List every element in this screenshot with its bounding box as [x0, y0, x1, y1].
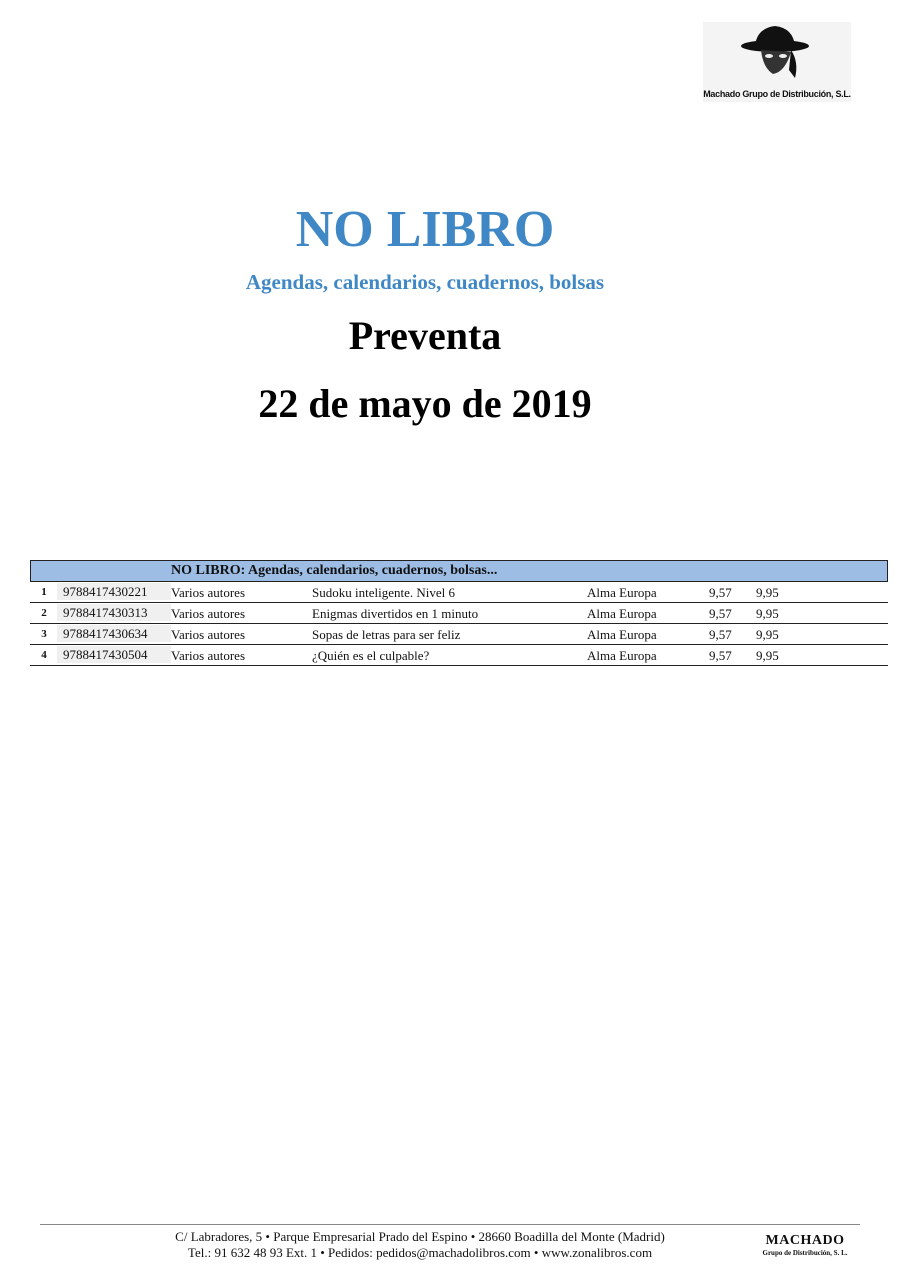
company-logo — [703, 22, 851, 102]
table-header — [30, 560, 888, 582]
row-number: 2 — [41, 607, 47, 619]
row-publisher: Alma Europa — [587, 585, 657, 600]
footer-divider — [40, 1224, 860, 1225]
row-isbn: 9788417430313 — [57, 604, 171, 621]
logo-caption: Machado Grupo de Distribución, S.L. — [703, 89, 851, 99]
row-publisher: Alma Europa — [587, 627, 657, 642]
row-publisher: Alma Europa — [587, 648, 657, 663]
row-price-net: 9,57 — [709, 648, 732, 663]
footer-brand-name: MACHADO — [765, 1233, 845, 1248]
row-title: ¿Quién es el culpable? — [312, 648, 430, 663]
row-title: Enigmas divertidos en 1 minuto — [312, 606, 479, 621]
footer-brand-sub: Grupo de Distribución, S. L. — [762, 1249, 848, 1257]
table-header-label: NO LIBRO: Agendas, calendarios, cuadernos, bolsas... — [171, 563, 498, 578]
row-number: 4 — [41, 649, 47, 661]
preventa-heading: Preventa — [348, 313, 502, 358]
row-price-retail: 9,95 — [756, 648, 779, 663]
row-publisher: Alma Europa — [587, 606, 657, 621]
hat-portrait-icon — [733, 22, 821, 86]
row-number: 1 — [41, 586, 47, 598]
date-heading: 22 de mayo de 2019 — [258, 381, 592, 426]
table-row — [30, 582, 888, 603]
row-price-retail: 9,95 — [756, 627, 779, 642]
table-row — [30, 645, 888, 666]
row-isbn: 9788417430221 — [57, 583, 171, 600]
row-author: Varios autores — [171, 606, 246, 621]
page-title: NO LIBRO — [295, 201, 555, 258]
footer-address: C/ Labradores, 5 • Parque Empresarial Prado del Espino • 28660 Boadilla del Monte (Madrid) — [175, 1229, 665, 1244]
row-price-retail: 9,95 — [756, 585, 779, 600]
row-author: Varios autores — [171, 627, 246, 642]
row-title: Sudoku inteligente. Nivel 6 — [312, 585, 455, 600]
row-author: Varios autores — [171, 648, 246, 663]
page-subtitle: Agendas, calendarios, cuadernos, bolsas — [245, 270, 605, 294]
footer-contact: Tel.: 91 632 48 93 Ext. 1 • Pedidos: pedidos@machadolibros.com • www.zonalibros.com — [187, 1245, 653, 1260]
row-price-net: 9,57 — [709, 627, 732, 642]
row-isbn: 9788417430634 — [57, 625, 171, 642]
table-row — [30, 603, 888, 624]
row-title: Sopas de letras para ser feliz — [312, 627, 461, 642]
table-row — [30, 624, 888, 645]
row-author: Varios autores — [171, 585, 246, 600]
row-price-net: 9,57 — [709, 585, 732, 600]
row-isbn: 9788417430504 — [57, 646, 171, 663]
row-price-retail: 9,95 — [756, 606, 779, 621]
product-table — [30, 560, 888, 666]
row-number: 3 — [41, 628, 47, 640]
footer-brand — [752, 1233, 858, 1258]
row-price-net: 9,57 — [709, 606, 732, 621]
